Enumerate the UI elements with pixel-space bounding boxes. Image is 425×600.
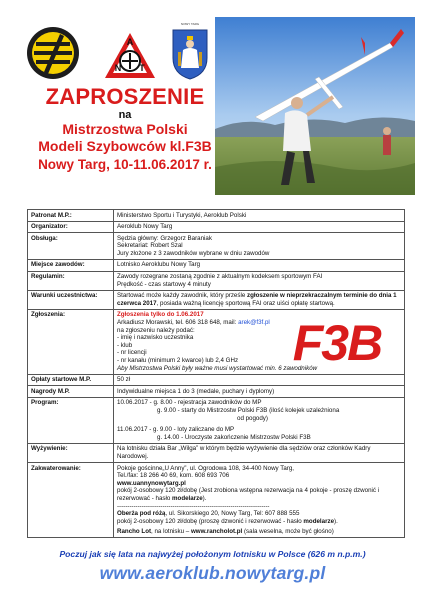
text-line: Sędzia główny: Grzegorz Baraniak bbox=[117, 234, 212, 242]
ant-letter-t: T bbox=[139, 63, 145, 73]
place-name: Rancho Lot bbox=[117, 528, 152, 536]
row-value: Ministerstwo Sportu i Turystyki, Aeroklub Polski bbox=[114, 210, 405, 222]
ant-letter-a: A bbox=[126, 37, 134, 47]
table-row bbox=[28, 443, 405, 462]
text-line: Prędkość - czas startowy 4 minuty bbox=[117, 280, 211, 288]
separator-line: -------------------------------------------------------------------------- bbox=[117, 502, 270, 510]
text-span: (sala weselna, może być głośno) bbox=[242, 528, 334, 536]
text-span: , na lotnisku – bbox=[151, 528, 191, 536]
row-label: Zakwaterowanie: bbox=[28, 463, 114, 538]
header bbox=[0, 0, 425, 195]
row-label: Opłaty startowe M.P. bbox=[28, 374, 114, 386]
row-label: Obsługa: bbox=[28, 233, 114, 260]
row-value: Indywidualne miejsca 1 do 3 (medale, puchary i dyplomy) bbox=[114, 386, 405, 398]
row-value: 50 zł bbox=[114, 374, 405, 386]
ant-letter-n: N bbox=[114, 63, 122, 73]
text-span: ). bbox=[334, 517, 338, 525]
program-line: 10.06.2017 - g. 8.00 - rejestracja zawodników do MP bbox=[117, 399, 262, 407]
footer-tagline: Poczuj jak się lata na najwyżej położonym lotnisku w Polsce (626 m n.p.m.) bbox=[59, 549, 366, 559]
text-line bbox=[117, 528, 401, 536]
text-line bbox=[117, 510, 401, 518]
event-name-line-2: Modeli Szybowców kl.F3B bbox=[38, 138, 212, 154]
info-table bbox=[27, 209, 405, 538]
list-item: - nr kanału (minimum 2 kwarce) lub 2,4 GHz bbox=[117, 357, 239, 364]
f3b-badge-text: F3B bbox=[292, 315, 382, 364]
event-name-line-1: Mistrzostwa Polski bbox=[62, 121, 188, 137]
table-row bbox=[28, 386, 405, 398]
list-item: - nr licencji bbox=[117, 349, 147, 357]
table-row bbox=[28, 397, 405, 443]
row-label: Regulamin: bbox=[28, 271, 114, 290]
table-row bbox=[28, 221, 405, 233]
place-name: Oberża pod różą bbox=[117, 510, 166, 518]
row-value bbox=[114, 463, 405, 538]
deadline-text: zgłoszenie w nieprzekraczalnym terminie do dnia 1 czerwca 2017 bbox=[117, 292, 397, 307]
row-value: Na lotnisku działa Bar „Wilga” w którym będzie wyżywienie dla sędziów oraz członków Kadry Narodowej. bbox=[114, 443, 405, 462]
table-row bbox=[28, 271, 405, 290]
row-value: Lotnisko Aeroklubu Nowy Targ bbox=[114, 259, 405, 271]
list-item: - klub bbox=[117, 341, 133, 349]
footer-website-link[interactable]: www.aeroklub.nowytarg.pl bbox=[99, 563, 326, 583]
event-date: Nowy Targ, 10-11.06.2017 r. bbox=[38, 157, 212, 172]
price-line bbox=[117, 518, 401, 526]
row-value bbox=[114, 397, 405, 443]
rancho-website-link[interactable]: www.rancholot.pl bbox=[190, 528, 243, 536]
text-span: ). bbox=[202, 494, 207, 502]
text-line: Sekretariat: Robert Szal bbox=[117, 242, 183, 250]
text-line: Zawody rozegrane zostaną zgodnie z aktualnym kodeksem sportowym FAI bbox=[117, 273, 323, 281]
text-span: Startować może każdy zawodnik, który prześle bbox=[117, 292, 247, 300]
program-line: g. 14.00 - Uroczyste zakończenie Mistrzostw Polski F3B bbox=[157, 433, 311, 441]
email-link[interactable]: arek@f3f.pl bbox=[238, 319, 270, 327]
title-block bbox=[0, 85, 250, 175]
program-line: g. 9.00 - starty do Mistrzostw Polski F3B (ilość kolejek uzależniona bbox=[157, 406, 340, 414]
text-span: Arkadiusz Morawski, tel. 606 318 648, mail: bbox=[117, 319, 239, 327]
text-span: pokój 2-osobowy 120 zł/dobę (proszę dzwonić i rezerwować - hasło bbox=[117, 517, 304, 525]
ant-logo-icon bbox=[103, 31, 157, 81]
row-value bbox=[114, 271, 405, 290]
row-label: Nagrody M.P. bbox=[28, 386, 114, 398]
text-line: Jury złożone z 3 zawodników wybrane w dniu zawodów bbox=[117, 249, 270, 257]
accommodation-website-link[interactable]: www.uannynowytarg.pl bbox=[117, 479, 186, 487]
text-span: pokój 2-osobowy 120 zł/dobę (Jest zrobiona wstępna rezerwacja na 4 pokoje - proszę dzwonić i rezerwować - hasło bbox=[117, 487, 380, 502]
table-row bbox=[28, 210, 405, 222]
row-value bbox=[114, 309, 405, 374]
f3b-badge-icon bbox=[278, 316, 396, 364]
list-item: - imię i nazwisko uczestnika bbox=[117, 334, 194, 342]
table-row bbox=[28, 463, 405, 538]
aeroklub-logo-icon bbox=[26, 26, 80, 80]
row-label: Zgłoszenia: bbox=[28, 309, 114, 374]
row-value bbox=[114, 233, 405, 260]
row-label: Miejsce zawodów: bbox=[28, 259, 114, 271]
text-span: , posiada ważną licencję sportową FAI oraz uiści opłatę startową. bbox=[156, 299, 335, 307]
crest-label: NOWY TARG bbox=[180, 22, 200, 26]
program-line: od pogody) bbox=[237, 414, 268, 422]
row-label: Wyżywienie: bbox=[28, 443, 114, 462]
row-label: Program: bbox=[28, 397, 114, 443]
registration-deadline: Zgłoszenia tylko do 1.06.2017 bbox=[117, 311, 204, 319]
row-value bbox=[114, 290, 405, 309]
table-row bbox=[28, 233, 405, 260]
password-text: modelarze bbox=[172, 494, 203, 502]
title-connector: na bbox=[118, 109, 132, 121]
text-line: Tel./fax: 18 266 40 69, kom. 608 693 706 bbox=[117, 472, 230, 480]
row-label: Warunki uczestnictwa: bbox=[28, 290, 114, 309]
table-row bbox=[28, 290, 405, 309]
nowy-targ-crest-icon bbox=[170, 22, 210, 80]
text-span: , ul. Sikorskiego 20, Nowy Targ, Tel: 607 888 555 bbox=[165, 510, 300, 518]
program-line: 11.06.2017 - g. 9.00 - loty zaliczane do MP bbox=[117, 426, 235, 434]
row-label: Patronat M.P.: bbox=[28, 210, 114, 222]
page-title: ZAPROSZENIE bbox=[45, 84, 205, 109]
table-row bbox=[28, 259, 405, 271]
row-label: Organizator: bbox=[28, 221, 114, 233]
row-value: Aeroklub Nowy Targ bbox=[114, 221, 405, 233]
text-line: Pokoje gościnne„U Anny”, ul. Ogrodowa 108, 34-400 Nowy Targ, bbox=[117, 464, 295, 472]
table-row bbox=[28, 309, 405, 374]
text-line: na zgłoszeniu należy podać: bbox=[117, 326, 195, 334]
table-row bbox=[28, 374, 405, 386]
password-text: modelarze bbox=[303, 517, 335, 525]
price-line bbox=[117, 487, 401, 502]
validity-note: Aby Mistrzostwa Polski były ważne musi wystartować min. 6 zawodników bbox=[117, 364, 318, 372]
